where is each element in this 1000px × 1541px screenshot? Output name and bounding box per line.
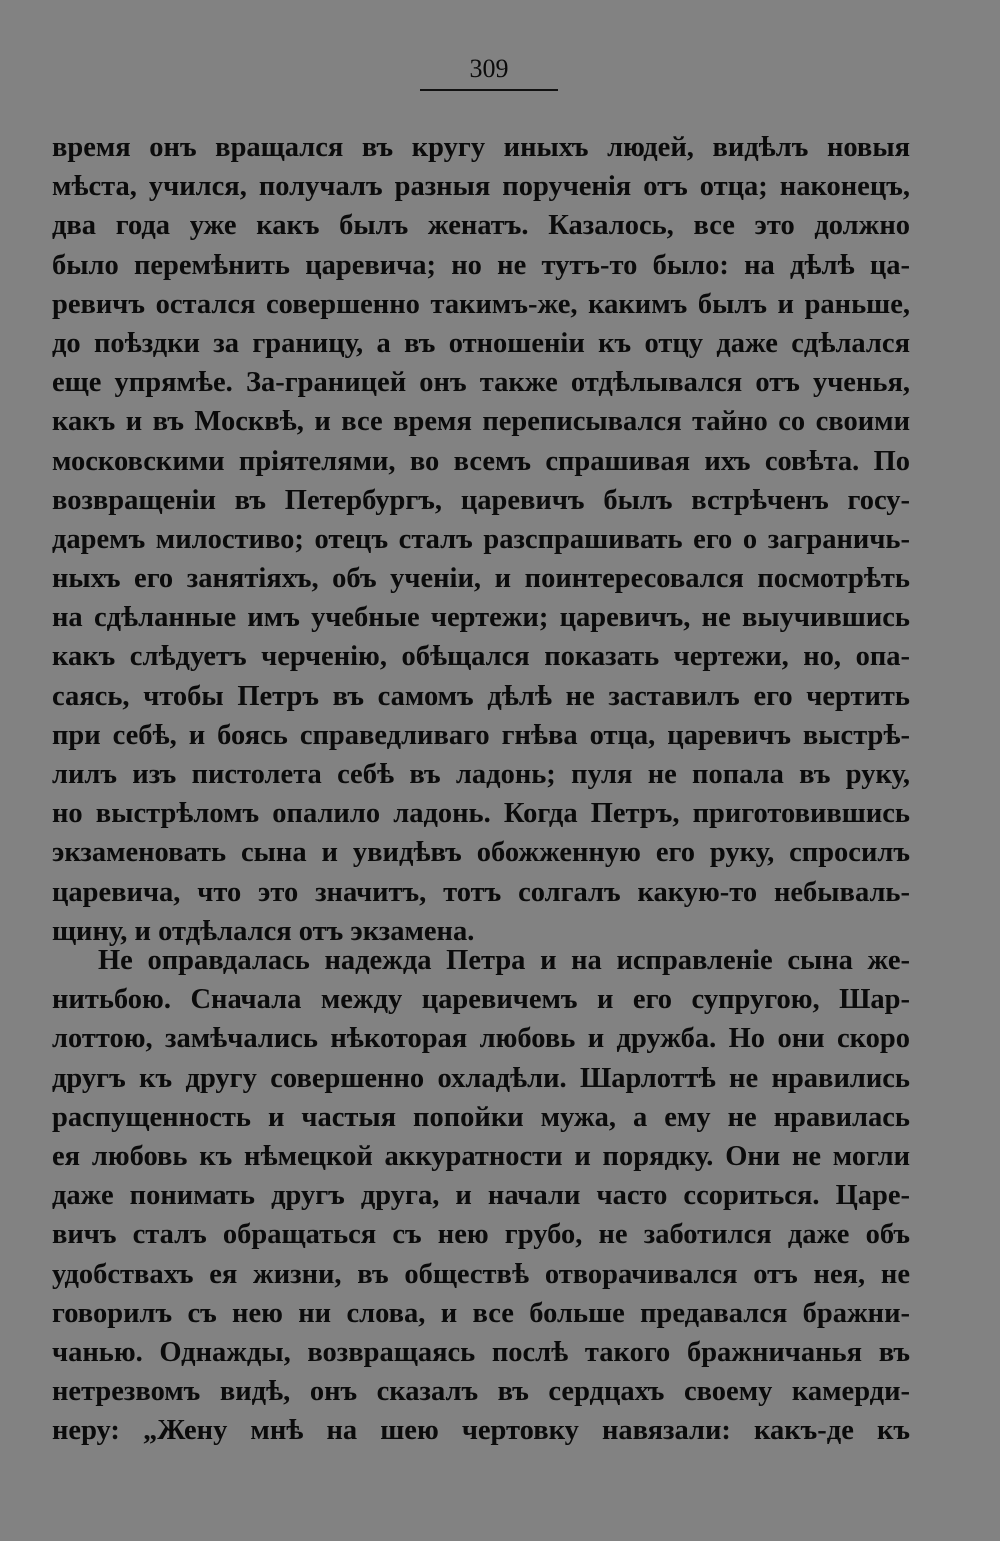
text-line: саясь, чтобы Петръ въ самомъ дѣлѣ не заставилъ его чертить [52,680,910,712]
text-line: распущенность и частыя попойки мужа, а ему не нравилась [52,1101,910,1133]
text-line: ея любовь къ нѣмецкой аккуратности и порядку. Они не могли [52,1140,910,1172]
text-line: даже понимать другъ друга, и начали часто ссориться. Царе- [52,1180,910,1212]
text-line: на сдѣланные имъ учебные чертежи; царевичъ, не выучившись [52,602,910,634]
text-line: Не оправдалась надежда Петра и на исправленіе сына же- [98,945,910,976]
text-line: другъ къ другу совершенно охладѣли. Шарлоттѣ не нравились [52,1062,910,1094]
page-number: 309 [469,54,509,83]
text-line: удобствахъ ея жизни, въ обществѣ отворачивался отъ нея, не [52,1258,910,1290]
text-line: какъ и въ Москвѣ, и все время переписывался тайно со своими [52,406,910,438]
text-line: ревичъ остался совершенно такимъ-же, какимъ былъ и раньше, [52,288,910,320]
text-line: возвращеніи въ Петербургъ, царевичъ былъ встрѣченъ госу- [52,484,910,516]
text-line: экзаменовать сына и увидѣвъ обожженную его руку, спросилъ [52,837,910,869]
text-line: ныхъ его занятіяхъ, объ ученіи, и поинтересовался посмотрѣть [52,563,910,595]
text-line: еще упрямѣе. За-границей онъ также отдѣлывался отъ ученья, [52,367,910,399]
text-line: время онъ вращался въ кругу иныхъ людей, видѣлъ новыя [52,132,910,163]
paragraph-1 [52,128,910,951]
text-line: мѣста, учился, получалъ разныя порученія отъ отца; наконецъ, [52,171,910,203]
text-line: но выстрѣломъ опалило ладонь. Когда Петръ, приготовившись [52,798,910,830]
text-line: вичъ сталъ обращаться съ нею грубо, не заботился даже объ [52,1219,910,1251]
text-line: даремъ милостиво; отецъ сталъ разспрашивать его о заграничь- [52,523,910,555]
text-line: при себѣ, и боясь справедливаго гнѣва отца, царевичъ выстрѣ- [52,719,910,751]
text-line: лилъ изъ пистолета себѣ въ ладонь; пуля не попала въ руку, [52,759,910,790]
page-number-rule [420,89,558,91]
text-line: до поѣздки за границу, а въ отношеніи къ отцу даже сдѣлался [52,327,910,359]
text-line: два года уже какъ былъ женатъ. Казалось, все это должно [52,210,910,242]
text-line: неру: „Жену мнѣ на шею чертовку навязали: какъ-де къ [52,1415,910,1447]
paragraph-2 [52,941,910,1450]
text-line: московскими пріятелями, во всемъ спрашивая ихъ совѣта. По [52,445,910,477]
text-line: нитьбою. Сначала между царевичемъ и его супругою, Шар- [52,984,910,1016]
text-line: царевича, что это значитъ, тотъ солгалъ какую-то небываль- [52,876,910,908]
text-line: нетрезвомъ видѣ, онъ сказалъ въ сердцахъ своему камерди- [52,1376,910,1408]
text-line: говорилъ съ нею ни слова, и все больше предавался бражни- [52,1297,910,1329]
text-line: щину, и отдѣлался отъ экзамена. [52,915,475,947]
text-line: чанью. Однажды, возвращаясь послѣ такого бражничанья въ [52,1336,910,1368]
text-line: лоттою, замѣчались нѣкоторая любовь и дружба. Но они скоро [52,1023,910,1055]
text-line: было перемѣнить царевича; но не тутъ-то было: на дѣлѣ ца- [52,249,910,281]
text-line: какъ слѣдуетъ черченію, обѣщался показать чертежи, но, опа- [52,641,910,673]
